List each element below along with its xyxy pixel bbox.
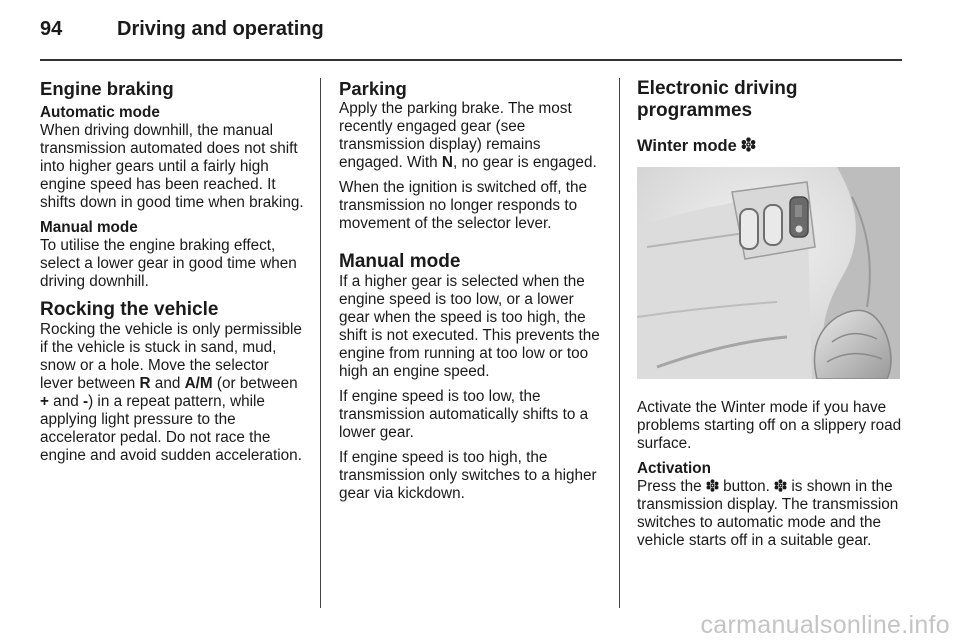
column-divider-1 [320, 78, 321, 608]
rocking-heading: Rocking the vehicle [40, 299, 219, 320]
parking-text-2: When the ignition is switched off, the transmission no longer responds to movement of the selector lever. [339, 179, 588, 232]
manual-mode-heading: Manual mode [339, 251, 461, 272]
winter-mode-text: Activate the Winter mode if you have problems starting off on a slippery road surface. [637, 399, 902, 452]
watermark: carmanualsonline.info [700, 611, 950, 639]
parking-text: Apply the parking brake. The most recently engaged gear (see transmission display) remains engaged. With N, no gear is engaged. [339, 100, 597, 171]
manual-mode-text: To utilise the engine braking effect, select a lower gear in good time when driving downhill. [40, 237, 297, 290]
column-1 [40, 78, 306, 472]
manual-mode-subheading: Manual mode [40, 219, 138, 236]
header-rule [40, 59, 902, 61]
key-n: N [441, 154, 453, 171]
key-r: R [139, 375, 151, 392]
snowflake-icon [741, 137, 756, 152]
winter-mode-button-photo [637, 167, 900, 379]
automatic-mode-text: When driving downhill, the manual transmission automated does not shift into higher gears until a fairly high engine speed has been reached. It shifts down in good time when braking. [40, 122, 304, 211]
section-title: Driving and operating [117, 18, 324, 40]
parking-heading: Parking [339, 78, 407, 99]
column-3 [637, 78, 905, 557]
page-number: 94 [40, 18, 63, 40]
activation-text: Press the button. is shown in the transmission display. The transmission switches to automatic mode and the vehicle starts off in a suitable gear. [637, 478, 899, 549]
winter-mode-heading: Winter mode [637, 135, 905, 157]
key-minus: - [82, 393, 89, 410]
rocking-text: Rocking the vehicle is only permissible if the vehicle is stuck in sand, mud, snow or a hole. Move the selector lever between R and A/M (or between + and -) in a repeat pattern, while applying light pressure to the accelerator pedal. Do not race the engine and avoid sudden acceleration. [40, 321, 302, 464]
engine-braking-heading: Engine braking [40, 78, 174, 99]
snowflake-icon [774, 479, 787, 492]
activation-heading: Activation [637, 460, 711, 477]
automatic-mode-heading: Automatic mode [40, 104, 160, 121]
key-am: A/M [184, 375, 213, 392]
electronic-programmes-heading: Electronic driving programmes [637, 78, 798, 121]
manual-mode-p1: If a higher gear is selected when the engine speed is too low, or a lower gear when the speed is too high, the shift is not executed. This prevents the engine from running at too low or too high an engine speed. [339, 273, 600, 380]
column-2 [339, 78, 605, 510]
key-plus: + [40, 393, 49, 410]
manual-mode-p3: If engine speed is too high, the transmission only switches to a higher gear via kickdown. [339, 449, 597, 502]
column-divider-2 [619, 78, 620, 608]
snowflake-icon [706, 479, 719, 492]
manual-mode-p2: If engine speed is too low, the transmission automatically shifts to a lower gear. [339, 388, 589, 441]
